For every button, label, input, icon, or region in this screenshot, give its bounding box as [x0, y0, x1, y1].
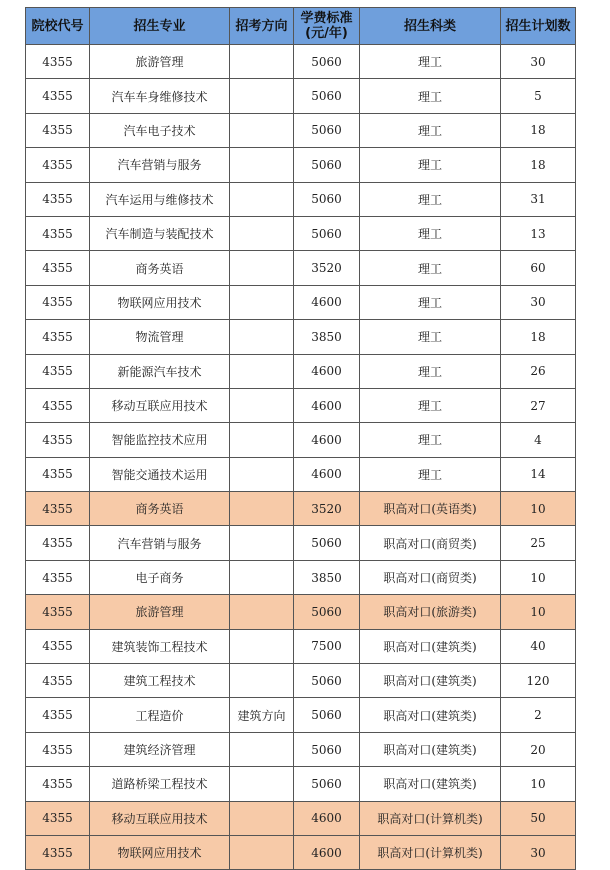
- cell-direction: [230, 320, 294, 354]
- cell-category: 理工: [360, 251, 501, 285]
- cell-direction: [230, 182, 294, 216]
- cell-tuition: 4600: [294, 285, 360, 319]
- table-row: [26, 320, 576, 354]
- cell-tuition: 5060: [294, 113, 360, 147]
- table-row: [26, 216, 576, 250]
- cell-category: 理工: [360, 113, 501, 147]
- cell-school-code: 4355: [26, 423, 90, 457]
- cell-direction: [230, 595, 294, 629]
- cell-school-code: 4355: [26, 664, 90, 698]
- cell-major: 汽车营销与服务: [90, 148, 230, 182]
- cell-tuition: 4600: [294, 457, 360, 491]
- table-row: [26, 526, 576, 560]
- cell-category: 理工: [360, 45, 501, 79]
- header-plan-count: 招生计划数: [501, 8, 576, 45]
- cell-direction: [230, 388, 294, 422]
- cell-category: 职高对口(建筑类): [360, 767, 501, 801]
- cell-major: 物联网应用技术: [90, 285, 230, 319]
- cell-tuition: 3850: [294, 320, 360, 354]
- cell-school-code: 4355: [26, 79, 90, 113]
- cell-major: 汽车制造与装配技术: [90, 216, 230, 250]
- cell-category: 职高对口(英语类): [360, 492, 501, 526]
- cell-tuition: 5060: [294, 698, 360, 732]
- cell-direction: [230, 113, 294, 147]
- cell-tuition: 4600: [294, 835, 360, 869]
- cell-major: 移动互联应用技术: [90, 801, 230, 835]
- cell-school-code: 4355: [26, 45, 90, 79]
- cell-major: 建筑工程技术: [90, 664, 230, 698]
- cell-plan-count: 10: [501, 560, 576, 594]
- cell-tuition: 3850: [294, 560, 360, 594]
- cell-school-code: 4355: [26, 388, 90, 422]
- cell-direction: [230, 492, 294, 526]
- table-row: [26, 629, 576, 663]
- cell-school-code: 4355: [26, 629, 90, 663]
- cell-plan-count: 18: [501, 113, 576, 147]
- cell-direction: [230, 526, 294, 560]
- cell-direction: [230, 767, 294, 801]
- table-row: [26, 79, 576, 113]
- cell-plan-count: 10: [501, 595, 576, 629]
- cell-plan-count: 13: [501, 216, 576, 250]
- cell-direction: 建筑方向: [230, 698, 294, 732]
- cell-tuition: 5060: [294, 79, 360, 113]
- cell-school-code: 4355: [26, 354, 90, 388]
- header-school-code: 院校代号: [26, 8, 90, 45]
- cell-plan-count: 120: [501, 664, 576, 698]
- cell-plan-count: 40: [501, 629, 576, 663]
- table-row: [26, 423, 576, 457]
- cell-plan-count: 27: [501, 388, 576, 422]
- cell-category: 职高对口(计算机类): [360, 835, 501, 869]
- cell-direction: [230, 285, 294, 319]
- cell-tuition: 3520: [294, 251, 360, 285]
- cell-tuition: 4600: [294, 801, 360, 835]
- cell-category: 理工: [360, 320, 501, 354]
- cell-direction: [230, 354, 294, 388]
- table-row: [26, 664, 576, 698]
- table-row: [26, 835, 576, 869]
- table-row: [26, 457, 576, 491]
- table-row: [26, 767, 576, 801]
- cell-plan-count: 31: [501, 182, 576, 216]
- cell-direction: [230, 216, 294, 250]
- cell-plan-count: 30: [501, 45, 576, 79]
- cell-direction: [230, 45, 294, 79]
- cell-plan-count: 26: [501, 354, 576, 388]
- cell-direction: [230, 732, 294, 766]
- cell-major: 新能源汽车技术: [90, 354, 230, 388]
- cell-school-code: 4355: [26, 182, 90, 216]
- cell-plan-count: 50: [501, 801, 576, 835]
- table-row: [26, 732, 576, 766]
- cell-major: 移动互联应用技术: [90, 388, 230, 422]
- cell-school-code: 4355: [26, 457, 90, 491]
- cell-plan-count: 10: [501, 767, 576, 801]
- cell-tuition: 7500: [294, 629, 360, 663]
- cell-tuition: 5060: [294, 767, 360, 801]
- cell-school-code: 4355: [26, 835, 90, 869]
- cell-category: 职高对口(计算机类): [360, 801, 501, 835]
- cell-major: 物联网应用技术: [90, 835, 230, 869]
- cell-direction: [230, 801, 294, 835]
- header-tuition: 学费标准(元/年): [294, 8, 360, 45]
- table-row: [26, 251, 576, 285]
- cell-plan-count: 20: [501, 732, 576, 766]
- cell-plan-count: 18: [501, 320, 576, 354]
- cell-category: 理工: [360, 79, 501, 113]
- cell-category: 职高对口(建筑类): [360, 629, 501, 663]
- cell-direction: [230, 560, 294, 594]
- table-row: [26, 182, 576, 216]
- cell-category: 职高对口(商贸类): [360, 560, 501, 594]
- cell-tuition: 5060: [294, 732, 360, 766]
- header-direction: 招考方向: [230, 8, 294, 45]
- cell-school-code: 4355: [26, 285, 90, 319]
- cell-category: 职高对口(建筑类): [360, 664, 501, 698]
- enrollment-plan-table: [25, 7, 576, 870]
- cell-category: 职高对口(建筑类): [360, 732, 501, 766]
- table-row: [26, 45, 576, 79]
- cell-major: 旅游管理: [90, 45, 230, 79]
- cell-school-code: 4355: [26, 560, 90, 594]
- cell-plan-count: 2: [501, 698, 576, 732]
- cell-tuition: 4600: [294, 354, 360, 388]
- cell-major: 汽车运用与维修技术: [90, 182, 230, 216]
- cell-tuition: 5060: [294, 45, 360, 79]
- cell-major: 工程造价: [90, 698, 230, 732]
- table-body: [26, 45, 576, 870]
- table-row: [26, 113, 576, 147]
- cell-plan-count: 25: [501, 526, 576, 560]
- cell-direction: [230, 629, 294, 663]
- table-header: [26, 8, 576, 45]
- cell-major: 智能监控技术应用: [90, 423, 230, 457]
- cell-plan-count: 30: [501, 835, 576, 869]
- cell-direction: [230, 457, 294, 491]
- cell-school-code: 4355: [26, 113, 90, 147]
- cell-major: 建筑经济管理: [90, 732, 230, 766]
- cell-category: 理工: [360, 457, 501, 491]
- table-row: [26, 354, 576, 388]
- cell-category: 理工: [360, 216, 501, 250]
- cell-major: 电子商务: [90, 560, 230, 594]
- cell-plan-count: 4: [501, 423, 576, 457]
- cell-major: 商务英语: [90, 492, 230, 526]
- header-row: [26, 8, 576, 45]
- cell-category: 理工: [360, 423, 501, 457]
- cell-direction: [230, 79, 294, 113]
- cell-plan-count: 5: [501, 79, 576, 113]
- cell-tuition: 3520: [294, 492, 360, 526]
- table-row: [26, 285, 576, 319]
- table-row: [26, 698, 576, 732]
- table-row: [26, 595, 576, 629]
- cell-tuition: 5060: [294, 595, 360, 629]
- cell-category: 理工: [360, 148, 501, 182]
- cell-major: 物流管理: [90, 320, 230, 354]
- cell-tuition: 5060: [294, 664, 360, 698]
- cell-tuition: 5060: [294, 526, 360, 560]
- table-row: [26, 388, 576, 422]
- cell-tuition: 5060: [294, 216, 360, 250]
- cell-category: 理工: [360, 182, 501, 216]
- cell-direction: [230, 835, 294, 869]
- cell-plan-count: 60: [501, 251, 576, 285]
- cell-direction: [230, 423, 294, 457]
- cell-direction: [230, 148, 294, 182]
- cell-category: 职高对口(建筑类): [360, 698, 501, 732]
- cell-category: 理工: [360, 285, 501, 319]
- cell-school-code: 4355: [26, 216, 90, 250]
- cell-direction: [230, 251, 294, 285]
- cell-school-code: 4355: [26, 698, 90, 732]
- cell-major: 汽车营销与服务: [90, 526, 230, 560]
- cell-school-code: 4355: [26, 732, 90, 766]
- cell-major: 商务英语: [90, 251, 230, 285]
- cell-school-code: 4355: [26, 148, 90, 182]
- cell-school-code: 4355: [26, 595, 90, 629]
- cell-plan-count: 30: [501, 285, 576, 319]
- cell-tuition: 4600: [294, 423, 360, 457]
- cell-tuition: 5060: [294, 148, 360, 182]
- cell-major: 汽车车身维修技术: [90, 79, 230, 113]
- cell-major: 道路桥梁工程技术: [90, 767, 230, 801]
- table-row: [26, 801, 576, 835]
- cell-plan-count: 10: [501, 492, 576, 526]
- cell-tuition: 5060: [294, 182, 360, 216]
- cell-plan-count: 14: [501, 457, 576, 491]
- cell-school-code: 4355: [26, 801, 90, 835]
- cell-school-code: 4355: [26, 526, 90, 560]
- header-category: 招生科类: [360, 8, 501, 45]
- cell-category: 职高对口(旅游类): [360, 595, 501, 629]
- cell-major: 智能交通技术运用: [90, 457, 230, 491]
- cell-plan-count: 18: [501, 148, 576, 182]
- cell-category: 理工: [360, 354, 501, 388]
- cell-direction: [230, 664, 294, 698]
- cell-category: 理工: [360, 388, 501, 422]
- header-major: 招生专业: [90, 8, 230, 45]
- cell-major: 汽车电子技术: [90, 113, 230, 147]
- table-row: [26, 148, 576, 182]
- cell-major: 旅游管理: [90, 595, 230, 629]
- cell-school-code: 4355: [26, 492, 90, 526]
- cell-school-code: 4355: [26, 251, 90, 285]
- table-row: [26, 492, 576, 526]
- cell-major: 建筑装饰工程技术: [90, 629, 230, 663]
- cell-category: 职高对口(商贸类): [360, 526, 501, 560]
- cell-school-code: 4355: [26, 767, 90, 801]
- cell-tuition: 4600: [294, 388, 360, 422]
- table-row: [26, 560, 576, 594]
- cell-school-code: 4355: [26, 320, 90, 354]
